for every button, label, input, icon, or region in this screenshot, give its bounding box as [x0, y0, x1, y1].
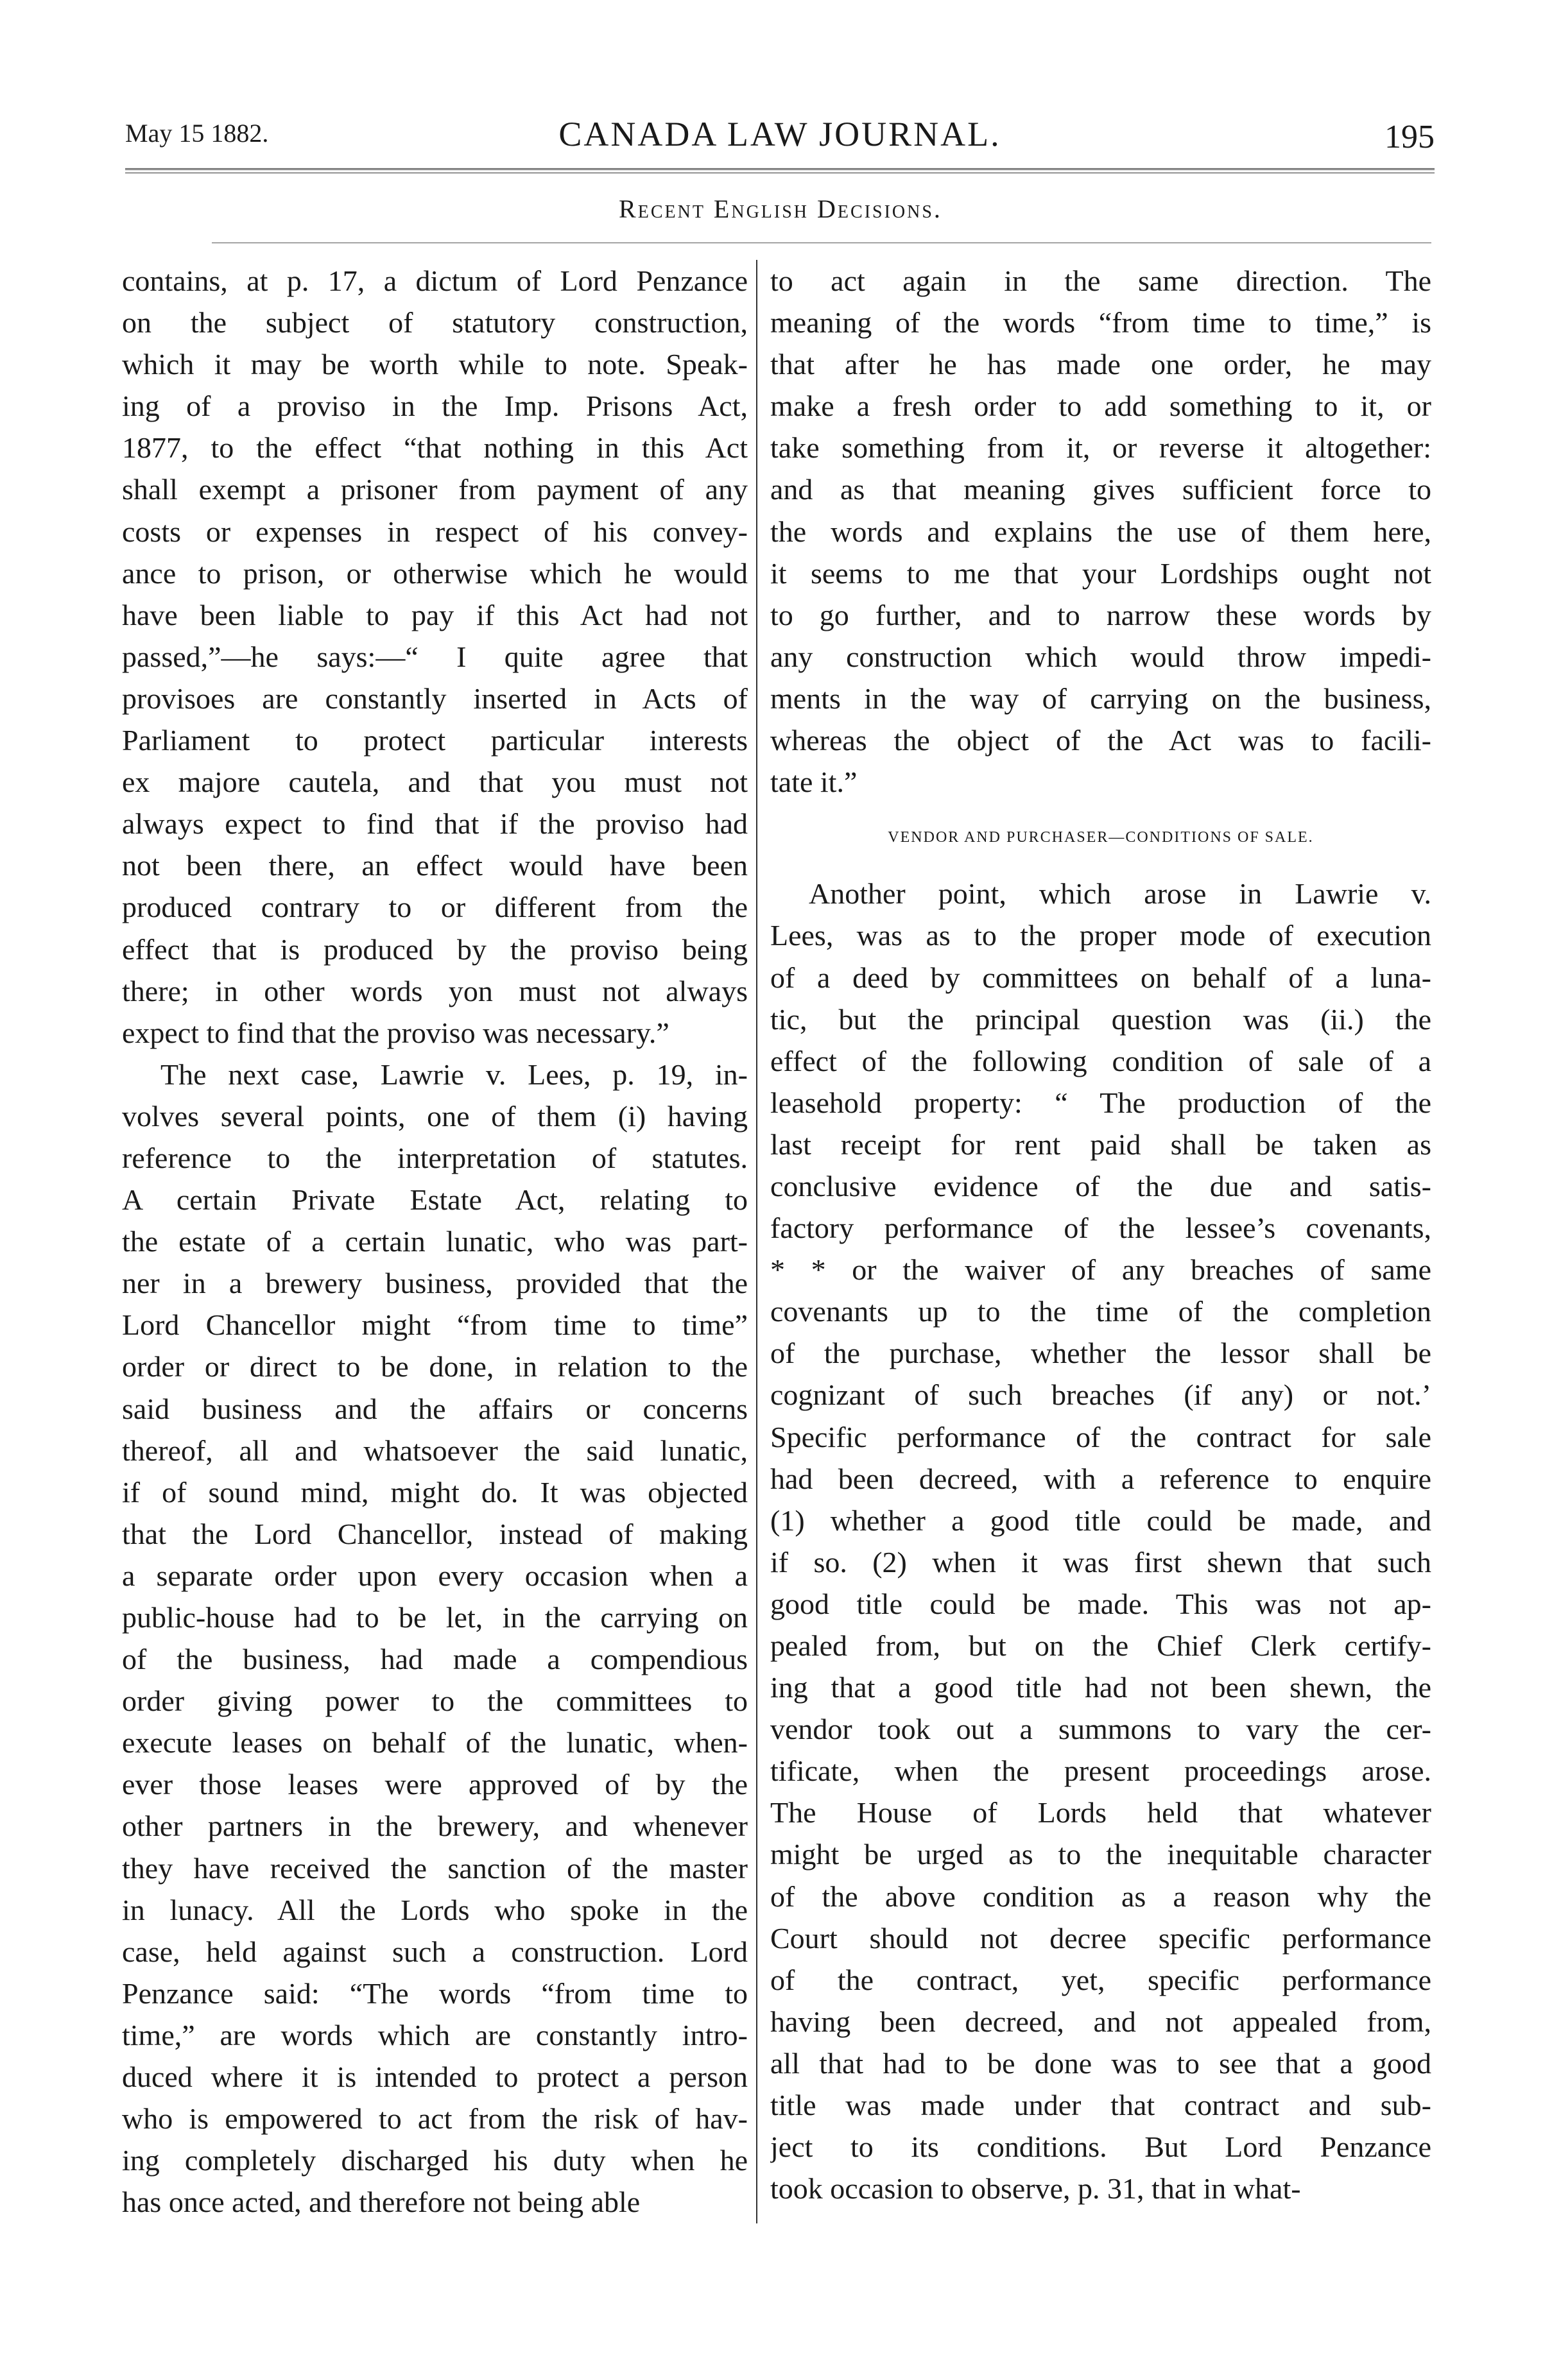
text-line: order giving power to the committees to [122, 1684, 748, 1718]
text-line: take something from it, or reverse it altogether: [770, 431, 1431, 465]
subheading: VENDOR AND PURCHASER—CONDITIONS OF SALE. [888, 829, 1314, 846]
text-line: other partners in the brewery, and whenever [122, 1810, 748, 1843]
text-line: of a deed by committees on behalf of a luna- [770, 961, 1431, 994]
text-line: it seems to me that your Lordships ought not [770, 556, 1431, 590]
text-line: Court should not decree specific performance [770, 1921, 1431, 1955]
text-line: Parliament to protect particular interests [122, 724, 748, 757]
text-line: that after he has made one order, he may [770, 348, 1431, 381]
text-line: time,” are words which are constantly intro- [122, 2018, 748, 2051]
text-line: provisoes are constantly inserted in Acts of [122, 681, 748, 715]
text-line: factory performance of the lessee’s covenants, [770, 1211, 1431, 1245]
issue-date: May 15 1882. [125, 119, 269, 148]
section-title: Recent English Decisions. [619, 194, 942, 223]
text-line: volves several points, one of them (i) having [122, 1099, 748, 1133]
text-line: if so. (2) when it was first shewn that such [770, 1545, 1431, 1579]
text-line: duced where it is intended to protect a person [122, 2060, 748, 2094]
text-line: Specific performance of the contract for sale [770, 1420, 1431, 1453]
text-line: order or direct to be done, in relation to the [122, 1350, 748, 1383]
text-line: of the contract, yet, specific performance [770, 1963, 1431, 1996]
text-line: the estate of a certain lunatic, who was part- [122, 1225, 748, 1258]
text-line: if of sound mind, might do. It was objected [122, 1475, 748, 1509]
right-column-bottom-text [770, 873, 1431, 2209]
text-line: to go further, and to narrow these words by [770, 598, 1431, 631]
text-line: shall exempt a prisoner from payment of any [122, 473, 748, 506]
text-line: ments in the way of carrying on the business, [770, 681, 1431, 715]
text-line: of the above condition as a reason why the [770, 1879, 1431, 1913]
text-line: produced contrary to or different from the [122, 891, 748, 924]
text-line: * * or the waiver of any breaches of same [770, 1253, 1431, 1287]
text-line: ever those leases were approved of by the [122, 1768, 748, 1801]
journal-title: CANADA LAW JOURNAL. [558, 115, 1001, 153]
text-line: meaning of the words “from time to time,” is [770, 306, 1431, 339]
text-line: cognizant of such breaches (if any) or not.’ [770, 1378, 1431, 1412]
text-line: has once acted, and therefore not being able [122, 2186, 641, 2219]
text-line: have been liable to pay if this Act had not [122, 598, 748, 631]
text-line: covenants up to the time of the completion [770, 1295, 1431, 1328]
text-line: might be urged as to the inequitable character [770, 1838, 1431, 1871]
text-line: took occasion to observe, p. 31, that in what- [770, 2172, 1301, 2205]
text-line: thereof, all and whatsoever the said lunatic, [122, 1434, 748, 1467]
text-line: tic, but the principal question was (ii.) the [770, 1002, 1431, 1036]
column-divider [756, 260, 757, 2223]
right-column-top-text [770, 260, 1431, 803]
text-line: there; in other words yon must not always [122, 974, 748, 1007]
text-line: they have received the sanction of the master [122, 1851, 748, 1885]
text-line: whereas the object of the Act was to facili- [770, 724, 1431, 757]
text-line: expect to find that the proviso was necessary.” [122, 1016, 669, 1049]
text-line: passed,”—he says:—“ I quite agree that [122, 640, 748, 673]
text-line: tificate, when the present proceedings arose. [770, 1754, 1431, 1788]
left-column [122, 260, 748, 2223]
text-line: ex majore cautela, and that you must not [122, 766, 748, 799]
running-header [125, 114, 1435, 159]
text-line: tate it.” [770, 766, 858, 799]
header-rule [125, 168, 1435, 173]
text-line: ing completely discharged his duty when he [122, 2144, 748, 2177]
text-line: on the subject of statutory construction, [122, 306, 748, 339]
text-line: of the business, had made a compendious [122, 1643, 748, 1676]
text-line: Penzance said: “The words “from time to [122, 1976, 748, 2010]
text-line: ject to its conditions. But Lord Penzance [770, 2130, 1431, 2164]
text-line: a separate order upon every occasion when a [122, 1559, 748, 1592]
text-line: contains, at p. 17, a dictum of Lord Penzance [122, 264, 748, 297]
text-line: which it may be worth while to note. Speak- [122, 348, 748, 381]
text-line: Another point, which arose in Lawrie v. [809, 877, 1431, 911]
text-line: The House of Lords held that whatever [770, 1796, 1431, 1829]
text-line: A certain Private Estate Act, relating to [122, 1183, 748, 1217]
text-line: having been decreed, and not appealed from, [770, 2005, 1431, 2038]
text-line: all that had to be done was to see that a good [770, 2046, 1431, 2080]
text-line: the words and explains the use of them here, [770, 515, 1431, 548]
text-line: pealed from, but on the Chief Clerk certify- [770, 1629, 1431, 1662]
text-line: ner in a brewery business, provided that the [122, 1267, 748, 1300]
text-line: execute leases on behalf of the lunatic, when- [122, 1726, 748, 1759]
text-line: make a fresh order to add something to it, or [770, 390, 1431, 423]
page-number: 195 [1384, 119, 1435, 155]
text-line: last receipt for rent paid shall be taken as [770, 1127, 1431, 1161]
text-line: had been decreed, with a reference to enquire [770, 1462, 1431, 1495]
text-line: said business and the affairs or concerns [122, 1392, 748, 1425]
text-line: conclusive evidence of the due and satis- [770, 1169, 1431, 1203]
text-line: to act again in the same direction. The [770, 264, 1431, 297]
text-line: and as that meaning gives sufficient force to [770, 473, 1431, 506]
text-line: vendor took out a summons to vary the cer- [770, 1713, 1431, 1746]
text-line: leasehold property: “ The production of the [770, 1086, 1431, 1119]
text-line: in lunacy. All the Lords who spoke in the [122, 1893, 748, 1926]
text-line: Lord Chancellor might “from time to time” [122, 1308, 748, 1342]
text-line: ing of a proviso in the Imp. Prisons Act, [122, 390, 748, 423]
text-line: title was made under that contract and sub- [770, 2089, 1431, 2122]
text-line: that the Lord Chancellor, instead of making [122, 1517, 748, 1550]
text-line: ing that a good title had not been shewn, the [770, 1671, 1431, 1704]
text-line: 1877, to the effect “that nothing in this Act [122, 431, 748, 465]
text-line: not been there, an effect would have been [122, 849, 748, 882]
text-line: any construction which would throw impedi- [770, 640, 1431, 673]
text-line: effect that is produced by the proviso being [122, 932, 748, 966]
text-line: who is empowered to act from the risk of hav- [122, 2102, 748, 2136]
right-column [770, 260, 1431, 2209]
text-line: Lees, was as to the proper mode of execution [770, 919, 1431, 952]
text-line: The next case, Lawrie v. Lees, p. 19, in- [160, 1057, 748, 1091]
text-line: costs or expenses in respect of his convey- [122, 515, 748, 548]
text-line: of the purchase, whether the lessor shall be [770, 1337, 1431, 1370]
text-line: ance to prison, or otherwise which he would [122, 556, 748, 590]
text-line: always expect to find that if the proviso had [122, 807, 748, 841]
text-line: good title could be made. This was not ap- [770, 1587, 1431, 1620]
text-line: (1) whether a good title could be made, and [770, 1503, 1431, 1537]
text-line: effect of the following condition of sale of a [770, 1044, 1431, 1077]
text-line: case, held against such a construction. Lord [122, 1935, 748, 1968]
text-line: public-house had to be let, in the carrying on [122, 1601, 748, 1634]
text-line: reference to the interpretation of statutes. [122, 1141, 748, 1174]
